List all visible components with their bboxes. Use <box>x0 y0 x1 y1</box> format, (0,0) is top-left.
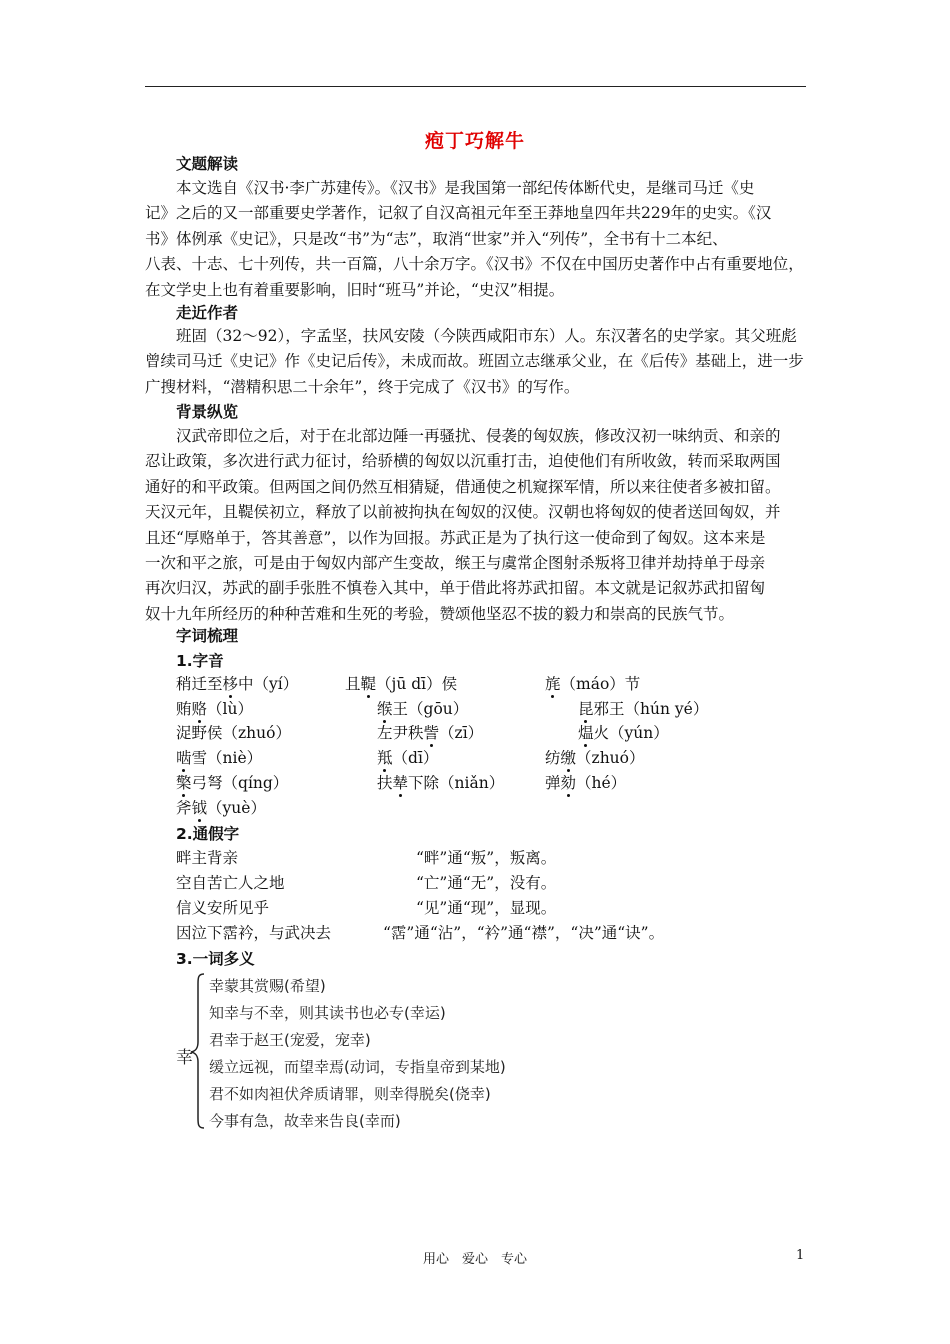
section-heading-zuozhe: 走近作者 <box>176 304 239 322</box>
pron-item: 且鞮（jū dī）侯 <box>345 675 458 693</box>
pron-item: 缑王（gōu） <box>377 700 469 718</box>
brace-icon <box>190 972 206 1130</box>
tongjia-phrase: 信义安所见乎 <box>176 899 270 917</box>
subheading-tongjia: 2.通假字 <box>176 825 240 843</box>
paragraph-line: 一次和平之旅，可是由于匈奴内部产生变故，缑王与虞常企图射杀叛将卫律并劫持单于母亲 <box>145 554 766 573</box>
dotted-char: 鞮 <box>360 675 377 693</box>
paragraph-line: 在文学史上也有着重要影响，旧时“班马”并论，“史汉”相提。 <box>145 280 565 299</box>
dotted-char: 昆 <box>578 700 594 718</box>
pron-item: 羝（dī） <box>377 749 439 767</box>
pron-item: 檠弓弩（qíng） <box>176 774 289 792</box>
tongjia-phrase: 空自苦亡人之地 <box>176 874 285 892</box>
section-heading-wenti: 文题解读 <box>176 155 239 173</box>
pron-item: 左尹秩訾（zī） <box>377 724 484 742</box>
paragraph-beijing <box>145 424 807 627</box>
paragraph-line: 书》体例承《史记》，只是改“书”为“志”，取消“世家”并入“列传”，全书有十二本纪、 <box>145 229 728 248</box>
pron-item: 旄（máo）节 <box>545 675 641 693</box>
paragraph-line: 本文选自《汉书·李广苏建传》。《汉书》是我国第一部纪传体断代史，是继司马迁《史 <box>176 179 755 197</box>
paragraph-line: 广搜材料，“潜精积思二十余年”，终于完成了《汉书》的写作。 <box>145 377 580 396</box>
polysemy-char: 幸 <box>176 1048 193 1068</box>
tongjia-note: “见”通“现”，显现。 <box>416 899 557 917</box>
pron-item: 贿赂（lù） <box>176 700 253 718</box>
paragraph-line: 天汉元年，且鞮侯初立，释放了以前被拘执在匈奴的汉使。汉朝也将匈奴的使者送回匈奴，并 <box>145 503 781 522</box>
dotted-char: 赂 <box>191 700 208 718</box>
paragraph-wenti <box>145 176 807 303</box>
dotted-char: 劾 <box>560 774 577 792</box>
tongjia-phrase: 畔主背亲 <box>176 849 239 867</box>
subheading-ziyin: 1.字音 <box>176 652 224 670</box>
tongjia-note: “亡”通“无”，没有。 <box>416 874 557 892</box>
paragraph-zuozhe <box>145 324 807 400</box>
paragraph-line: 且还“厚赂单于，答其善意”，以作为回报。苏武正是为了执行这一使命到了匈奴。这本来是 <box>145 528 766 547</box>
dotted-char: 栘 <box>222 675 239 693</box>
tongjia-note: “霑”通“沾”，“衿”通“襟”，“决”通“诀”。 <box>383 924 665 942</box>
dotted-char: 煴 <box>578 724 594 742</box>
pron-item: 弹劾（hé） <box>545 774 627 792</box>
dotted-char: 辇 <box>392 774 409 792</box>
dotted-char: 檠 <box>176 774 192 792</box>
polysemy-item: 知幸与不幸，则其读书也必专(幸运) <box>209 1004 446 1022</box>
pron-item: 扶辇下除（niǎn） <box>377 774 505 792</box>
section-heading-beijing: 背景纵览 <box>176 403 239 421</box>
tongjia-phrase: 因泣下霑衿，与武决去 <box>176 924 332 942</box>
dotted-char: 缑 <box>377 700 393 718</box>
paragraph-line: 曾续司马迁《史记》作《史记后传》，未成而故。班固立志继承父业，在《后传》基础上，进一步 <box>145 352 804 371</box>
paragraph-line: 忍让政策，多次进行武力征讨，给骄横的匈奴以沉重打击，迫使他们有所收敛，转而采取两国 <box>145 452 781 471</box>
section-heading-zici: 字词梳理 <box>176 627 239 645</box>
dotted-char: 旄 <box>545 675 561 693</box>
polysemy-item: 君幸于赵王(宠爱，宠幸) <box>209 1031 371 1049</box>
tongjia-note: “畔”通“叛”，叛离。 <box>416 849 557 867</box>
dotted-char: 缴 <box>560 749 577 767</box>
document-title: 疱丁巧解牛 <box>424 130 525 152</box>
pron-item: 纺缴（zhuó） <box>545 749 645 767</box>
paragraph-line: 八表、十志、七十列传，共一百篇，八十余万字。《汉书》不仅在中国历史著作中占有重要地位， <box>145 255 804 274</box>
paragraph-line: 再次归汉，苏武的副手张胜不慎卷入其中，单于借此将苏武扣留。本文就是记叙苏武扣留匈 <box>145 579 766 598</box>
pron-item: 昆邪王（hún yé） <box>578 700 709 718</box>
polysemy-item: 缓立远视，而望幸焉(动词，专指皇帝到某地) <box>209 1058 506 1076</box>
paragraph-line: 记》之后的又一部重要史学著作，记叙了自汉高祖元年至王莽地皇四年共229年的史实。《汉 <box>145 204 772 223</box>
dotted-char: 钺 <box>191 799 208 817</box>
pron-item: 浞野侯（zhuó） <box>176 724 291 742</box>
dotted-char: 羝 <box>377 749 393 767</box>
polysemy-item: 幸蒙其赏赐(希望) <box>209 977 326 995</box>
pron-item: 煴火（yún） <box>578 724 669 742</box>
subheading-yici: 3.一词多义 <box>176 950 255 968</box>
paragraph-line: 通好的和平政策。但两国之间仍然互相猜疑，借通使之机窥探军情，所以来往使者多被扣留。 <box>145 477 781 496</box>
paragraph-line: 汉武帝即位之后，对于在北部边陲一再骚扰、侵袭的匈奴族，修改汉初一味纳贡、和亲的 <box>176 427 781 445</box>
header-rule <box>145 86 806 87</box>
paragraph-line: 奴十九年所经历的种种苦难和生死的考验，赞颂他坚忍不拔的毅力和崇高的民族气节。 <box>145 604 735 623</box>
polysemy-item: 今事有急，故幸来告良(幸而) <box>209 1112 401 1130</box>
pron-item: 稍迁至栘中（yí） <box>176 675 299 693</box>
dotted-char: 啮 <box>176 749 192 767</box>
polysemy-item: 君不如肉袒伏斧质请罪，则幸得脱矣(侥幸) <box>209 1085 491 1103</box>
pron-item: 斧钺（yuè） <box>176 799 266 817</box>
dotted-char: 訾 <box>423 724 440 742</box>
pron-item: 啮雪（niè） <box>176 749 263 767</box>
paragraph-line: 班固（32～92），字孟坚，扶风安陵（今陕西咸阳市东）人。东汉著名的史学家。其父班彪 <box>176 327 797 345</box>
page-number: 1 <box>796 1248 805 1263</box>
footer-motto: 用心 爱心 专心 <box>422 1252 527 1267</box>
